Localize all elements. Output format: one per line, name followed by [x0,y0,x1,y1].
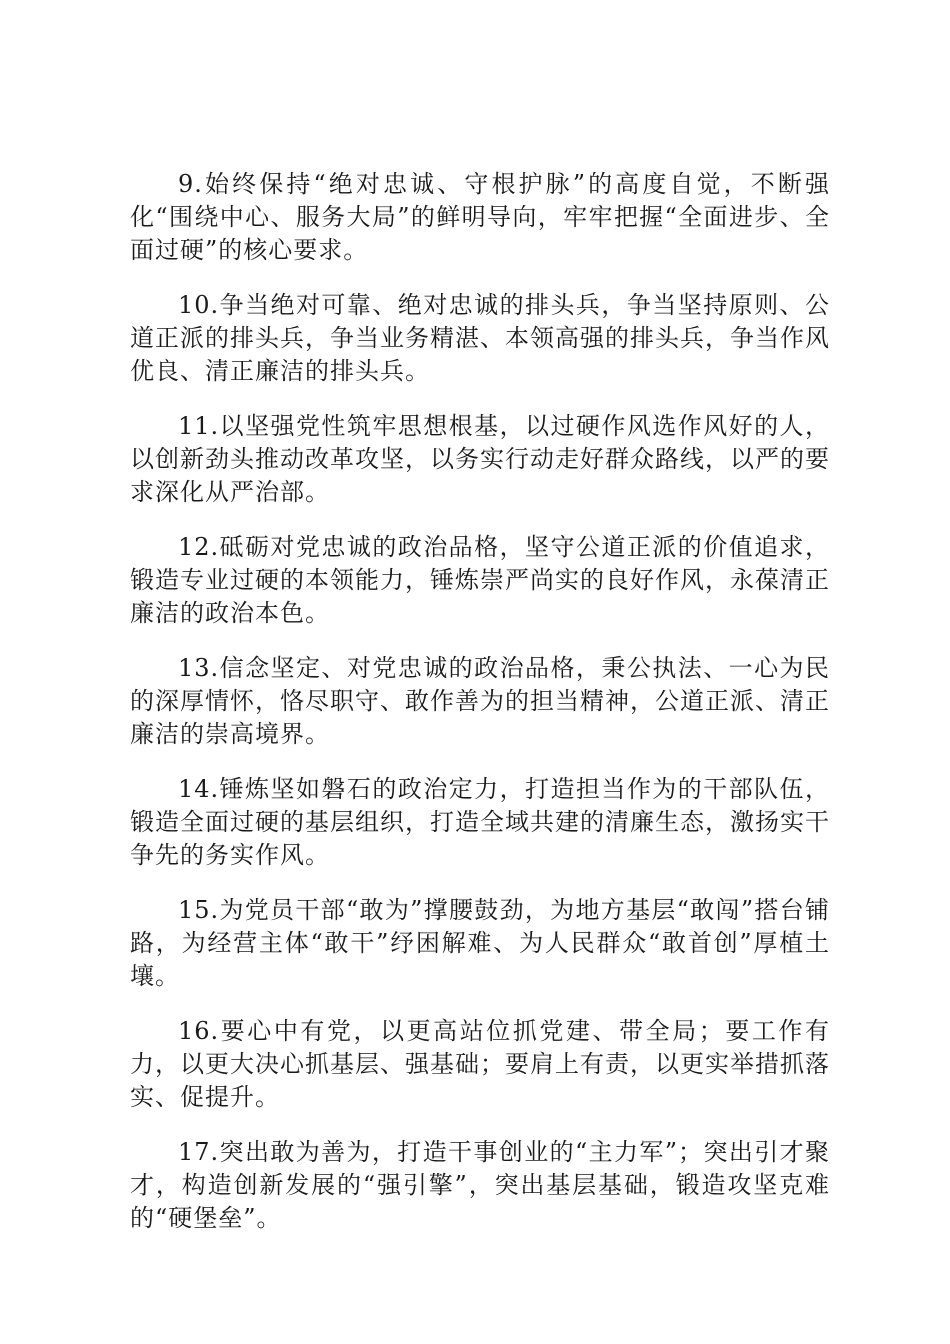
paragraph-15: 15.为党员干部“敢为”撑腰鼓劲，为地方基层“敢闯”搭台铺路，为经营主体“敢干”纾困解难、为人民群众“敢首创”厚植土壤。 [130,896,830,990]
paragraph-16: 16.要心中有党，以更高站位抓党建、带全局；要工作有力，以更大决心抓基层、强基础；要肩上有责，以更实举措抓落实、促提升。 [130,1017,830,1111]
paragraph-17: 17.突出敢为善为，打造干事创业的“主力军”；突出引才聚才，构造创新发展的“强引擎”，突出基层基础，锻造攻坚克难的“硬堡垒”。 [130,1138,830,1232]
document-body [130,168,830,1257]
paragraph-13: 13.信念坚定、对党忠诚的政治品格，秉公执法、一心为民的深厚情怀，恪尽职守、敢作善为的担当精神，公道正派、清正廉洁的崇高境界。 [130,654,830,748]
paragraph-10: 10.争当绝对可靠、绝对忠诚的排头兵，争当坚持原则、公道正派的排头兵，争当业务精湛、本领高强的排头兵，争当作风优良、清正廉洁的排头兵。 [130,291,830,385]
paragraph-11: 11.以坚强党性筑牢思想根基，以过硬作风选作风好的人，以创新劲头推动改革攻坚，以务实行动走好群众路线，以严的要求深化从严治部。 [130,412,830,506]
paragraph-9: 9.始终保持“绝对忠诚、守根护脉”的高度自觉，不断强化“围绕中心、服务大局”的鲜明导向，牢牢把握“全面进步、全面过硬”的核心要求。 [130,170,830,264]
paragraph-12: 12.砥砺对党忠诚的政治品格，坚守公道正派的价值追求，锻造专业过硬的本领能力，锤炼崇严尚实的良好作风，永葆清正廉洁的政治本色。 [130,533,830,627]
paragraph-14: 14.锤炼坚如磐石的政治定力，打造担当作为的干部队伍，锻造全面过硬的基层组织，打造全域共建的清廉生态，激扬实干争先的务实作风。 [130,775,830,869]
